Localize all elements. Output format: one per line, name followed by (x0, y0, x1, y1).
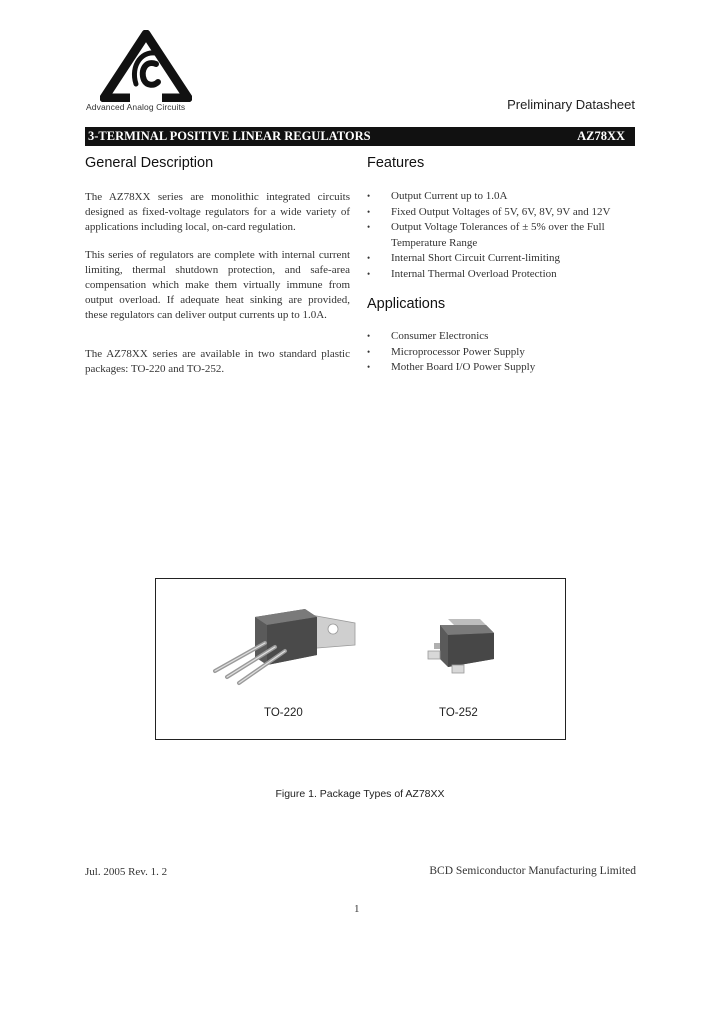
to252-package-icon (420, 615, 500, 680)
general-description-heading: General Description (85, 155, 214, 171)
figure-caption: Figure 1. Package Types of AZ78XX (275, 788, 445, 800)
package-label-to252: TO-252 (439, 707, 478, 719)
footer-date-revision: Jul. 2005 Rev. 1. 2 (85, 866, 168, 878)
description-paragraph: The AZ78XX series are available in two standard plastic packages: TO-220 and TO-252. (85, 348, 350, 375)
list-item: • Fixed Output Voltages of 5V, 6V, 8V, 9V and 12V (367, 205, 636, 221)
list-item: • Output Current up to 1.0A (367, 189, 636, 205)
footer-company: BCD Semiconductor Manufacturing Limited (429, 865, 636, 877)
features-heading: Features (367, 155, 425, 171)
doc-title: 3-TERMINAL POSITIVE LINEAR REGULATORS (88, 129, 371, 143)
list-item: • Consumer Electronics (367, 329, 636, 345)
features-list (367, 189, 636, 282)
description-paragraph: This series of regulators are complete with internal current limiting, thermal shutdown protection, and safe-area compensation which make them virtually immune from output overload. If adequate heat sinking are provided, these regulators can deliver output currents up to 1.0A. (85, 249, 350, 321)
description-paragraph: The AZ78XX series are monolithic integrated circuits designed as fixed-voltage regulators for a wide variety of applications including local, on-card regulation. (85, 191, 350, 233)
title-bar (85, 127, 635, 146)
list-item: • Output Voltage Tolerances of ± 5% over the Full Temperature Range (367, 220, 636, 251)
page-number: 1 (354, 903, 360, 915)
package-label-to220: TO-220 (264, 707, 303, 719)
to220-package-icon (205, 605, 365, 690)
company-logo-icon (100, 30, 192, 102)
applications-heading: Applications (367, 296, 446, 312)
company-name: Advanced Analog Circuits (86, 102, 186, 112)
list-item: • Microprocessor Power Supply (367, 345, 636, 361)
list-item: • Internal Short Circuit Current-limiting (367, 251, 636, 267)
part-number: AZ78XX (577, 129, 625, 143)
list-item: • Internal Thermal Overload Protection (367, 267, 636, 283)
list-item: • Mother Board I/O Power Supply (367, 360, 636, 376)
doc-type-label: Preliminary Datasheet (507, 97, 635, 112)
applications-list (367, 329, 636, 376)
